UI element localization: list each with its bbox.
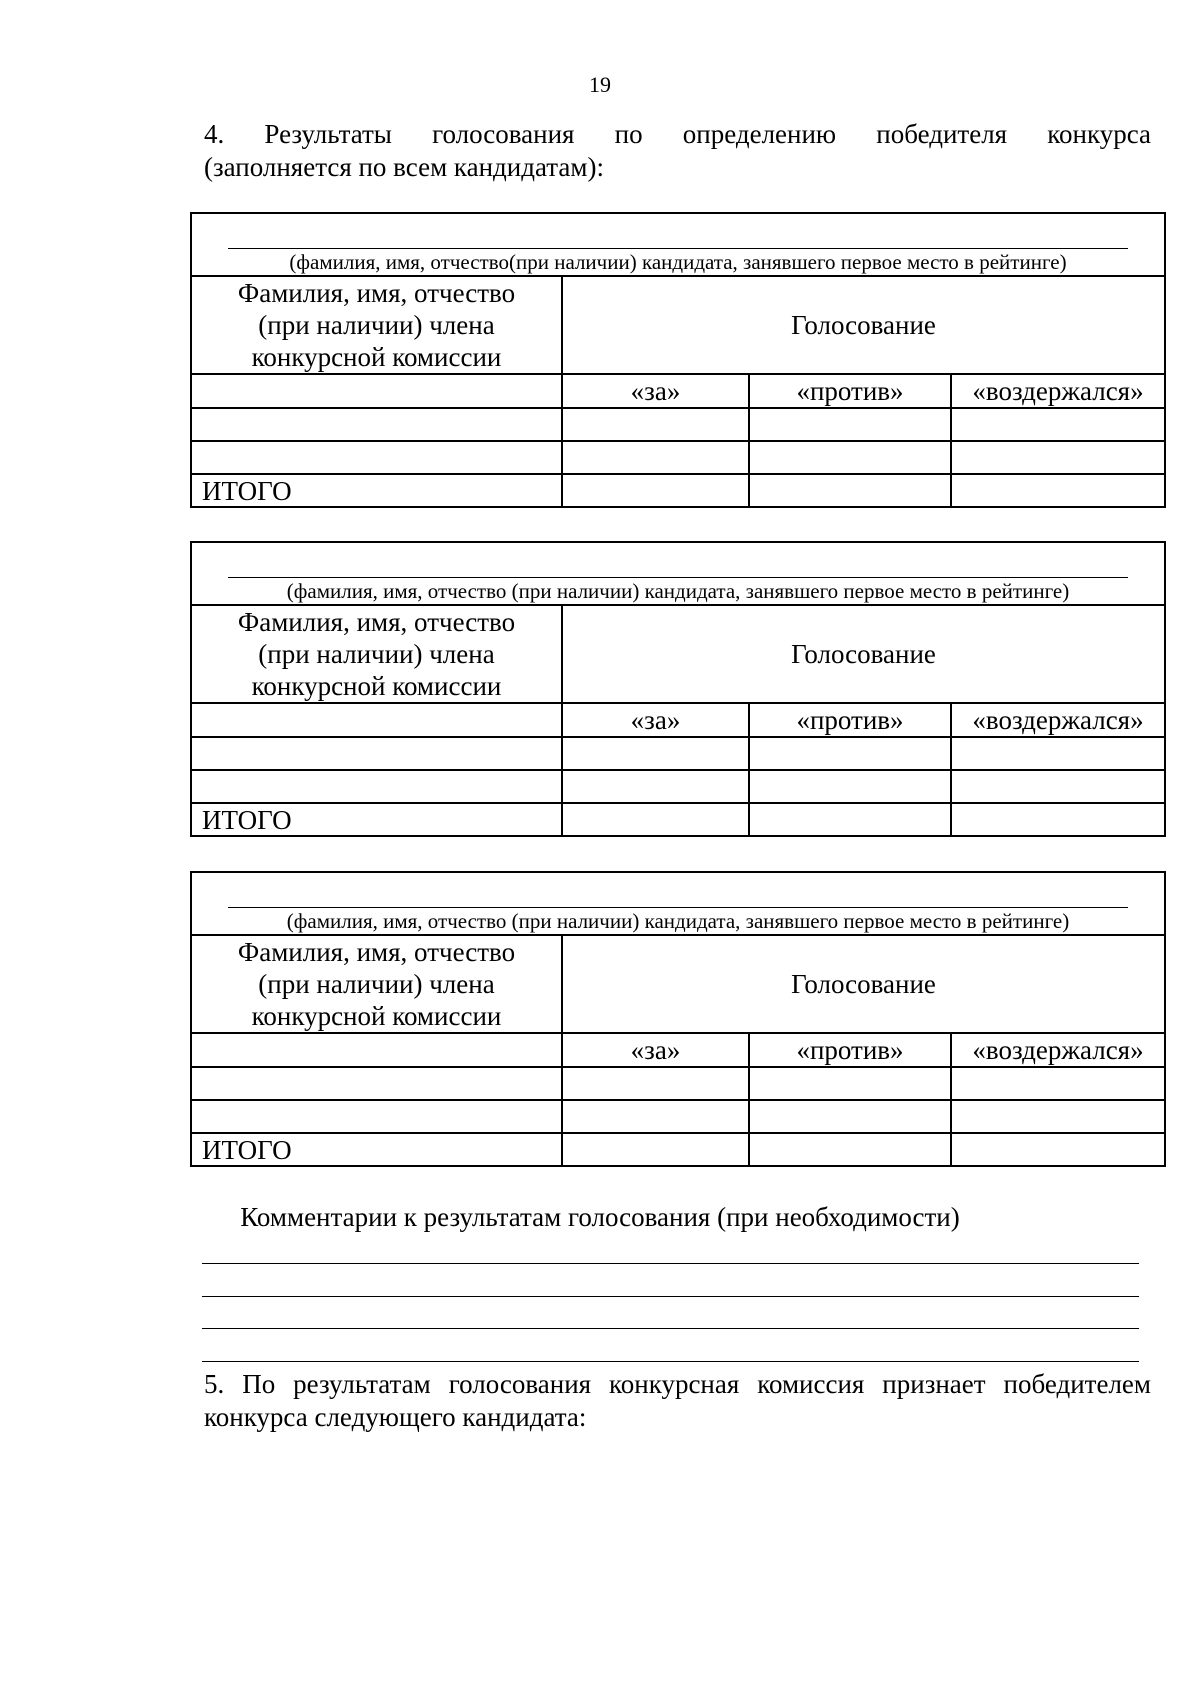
member-header-line: (при наличии) члена	[258, 639, 495, 669]
table-row	[191, 1100, 1165, 1133]
vote-option-for: «за»	[562, 374, 749, 408]
vote-option-against: «против»	[749, 1033, 951, 1067]
vote-option-for: «за»	[562, 703, 749, 737]
member-name-cell[interactable]	[191, 703, 562, 737]
total-row	[191, 1133, 1165, 1166]
total-label: ИТОГО	[191, 474, 562, 507]
comment-line-1[interactable]	[202, 1263, 1139, 1264]
table-row	[191, 737, 1165, 770]
voting-table-2	[190, 541, 1166, 837]
voting-header: Голосование	[562, 605, 1165, 703]
voting-table-1	[190, 212, 1166, 508]
total-abstained-cell[interactable]	[951, 803, 1165, 836]
member-header-line: конкурсной комиссии	[251, 1001, 502, 1031]
table-row	[191, 1067, 1165, 1100]
section-4-word: 4.	[204, 119, 225, 149]
vote-against-cell[interactable]	[749, 737, 951, 770]
section-5-text: 5. По результатам голосования конкурсная комиссия признает победителем конкурса следующего кандидата:	[204, 1369, 1151, 1432]
total-against-cell[interactable]	[749, 474, 951, 507]
member-name-cell[interactable]	[191, 374, 562, 408]
vote-for-cell[interactable]	[562, 408, 749, 441]
page-number: 19	[589, 72, 611, 97]
total-label: ИТОГО	[191, 803, 562, 836]
candidate-name-line	[228, 577, 1128, 578]
total-row	[191, 474, 1165, 507]
section-4-line-2: (заполняется по всем кандидатам):	[204, 152, 604, 182]
section-4-word: по	[614, 119, 643, 149]
comment-line-2[interactable]	[202, 1296, 1139, 1297]
candidate-caption: (фамилия, имя, отчество (при наличии) кандидата, занявшего первое место в рейтинге)	[286, 909, 1070, 933]
vote-against-cell[interactable]	[749, 770, 951, 803]
vote-abstained-cell[interactable]	[951, 737, 1165, 770]
total-abstained-cell[interactable]	[951, 474, 1165, 507]
vote-against-cell[interactable]	[749, 408, 951, 441]
comment-line-3[interactable]	[202, 1328, 1139, 1329]
member-header-line: Фамилия, имя, отчество	[237, 278, 516, 308]
vote-for-cell[interactable]	[562, 1067, 749, 1100]
candidate-name-line	[228, 248, 1128, 249]
member-header-line: конкурсной комиссии	[251, 342, 502, 372]
section-4-word: голосования	[432, 119, 575, 149]
candidate-name-field[interactable]	[191, 542, 1165, 605]
member-header-line: Фамилия, имя, отчество	[237, 937, 516, 967]
vote-for-cell[interactable]	[562, 737, 749, 770]
candidate-name-line	[228, 907, 1128, 908]
vote-option-abstained: «воздержался»	[951, 374, 1165, 408]
section-4-heading	[204, 118, 1151, 184]
voting-header: Голосование	[562, 276, 1165, 374]
vote-abstained-cell[interactable]	[951, 770, 1165, 803]
member-name-cell[interactable]	[191, 770, 562, 803]
table-row	[191, 770, 1165, 803]
member-name-header	[191, 276, 562, 374]
vote-abstained-cell[interactable]	[951, 1067, 1165, 1100]
table-row	[191, 408, 1165, 441]
vote-option-abstained: «воздержался»	[951, 703, 1165, 737]
member-name-cell[interactable]	[191, 408, 562, 441]
section-4-word: победителя	[876, 119, 1008, 149]
member-name-header	[191, 935, 562, 1033]
total-against-cell[interactable]	[749, 803, 951, 836]
vote-abstained-cell[interactable]	[951, 1100, 1165, 1133]
candidate-caption: (фамилия, имя, отчество (при наличии) кандидата, занявшего первое место в рейтинге)	[286, 579, 1070, 603]
section-4-word: Результаты	[264, 119, 392, 149]
candidate-name-field[interactable]	[191, 213, 1165, 276]
comments-title: Комментарии к результатам голосования (при необходимости)	[240, 1202, 960, 1232]
vote-option-for: «за»	[562, 1033, 749, 1067]
member-name-cell[interactable]	[191, 441, 562, 474]
member-name-header	[191, 605, 562, 703]
vote-abstained-cell[interactable]	[951, 441, 1165, 474]
vote-against-cell[interactable]	[749, 441, 951, 474]
member-header-line: конкурсной комиссии	[251, 671, 502, 701]
vote-against-cell[interactable]	[749, 1067, 951, 1100]
member-name-cell[interactable]	[191, 737, 562, 770]
member-header-line: (при наличии) члена	[258, 969, 495, 999]
vote-for-cell[interactable]	[562, 441, 749, 474]
vote-for-cell[interactable]	[562, 770, 749, 803]
voting-table-3	[190, 871, 1166, 1167]
total-for-cell[interactable]	[562, 474, 749, 507]
vote-abstained-cell[interactable]	[951, 408, 1165, 441]
member-header-line: Фамилия, имя, отчество	[237, 607, 516, 637]
member-header-line: (при наличии) члена	[258, 310, 495, 340]
table-row	[191, 441, 1165, 474]
section-4-line-1	[204, 118, 1151, 151]
total-against-cell[interactable]	[749, 1133, 951, 1166]
vote-option-abstained: «воздержался»	[951, 1033, 1165, 1067]
total-abstained-cell[interactable]	[951, 1133, 1165, 1166]
section-4-word: конкурса	[1047, 119, 1151, 149]
total-for-cell[interactable]	[562, 803, 749, 836]
member-name-cell[interactable]	[191, 1100, 562, 1133]
member-name-cell[interactable]	[191, 1067, 562, 1100]
vote-option-against: «против»	[749, 703, 951, 737]
member-name-cell[interactable]	[191, 1033, 562, 1067]
voting-header: Голосование	[562, 935, 1165, 1033]
comment-line-4[interactable]	[202, 1361, 1139, 1362]
total-label: ИТОГО	[191, 1133, 562, 1166]
vote-option-against: «против»	[749, 374, 951, 408]
vote-for-cell[interactable]	[562, 1100, 749, 1133]
candidate-caption: (фамилия, имя, отчество(при наличии) кандидата, занявшего первое место в рейтинге)	[289, 250, 1067, 274]
total-for-cell[interactable]	[562, 1133, 749, 1166]
vote-against-cell[interactable]	[749, 1100, 951, 1133]
section-4-word: определению	[682, 119, 837, 149]
candidate-name-field[interactable]	[191, 872, 1165, 935]
total-row	[191, 803, 1165, 836]
